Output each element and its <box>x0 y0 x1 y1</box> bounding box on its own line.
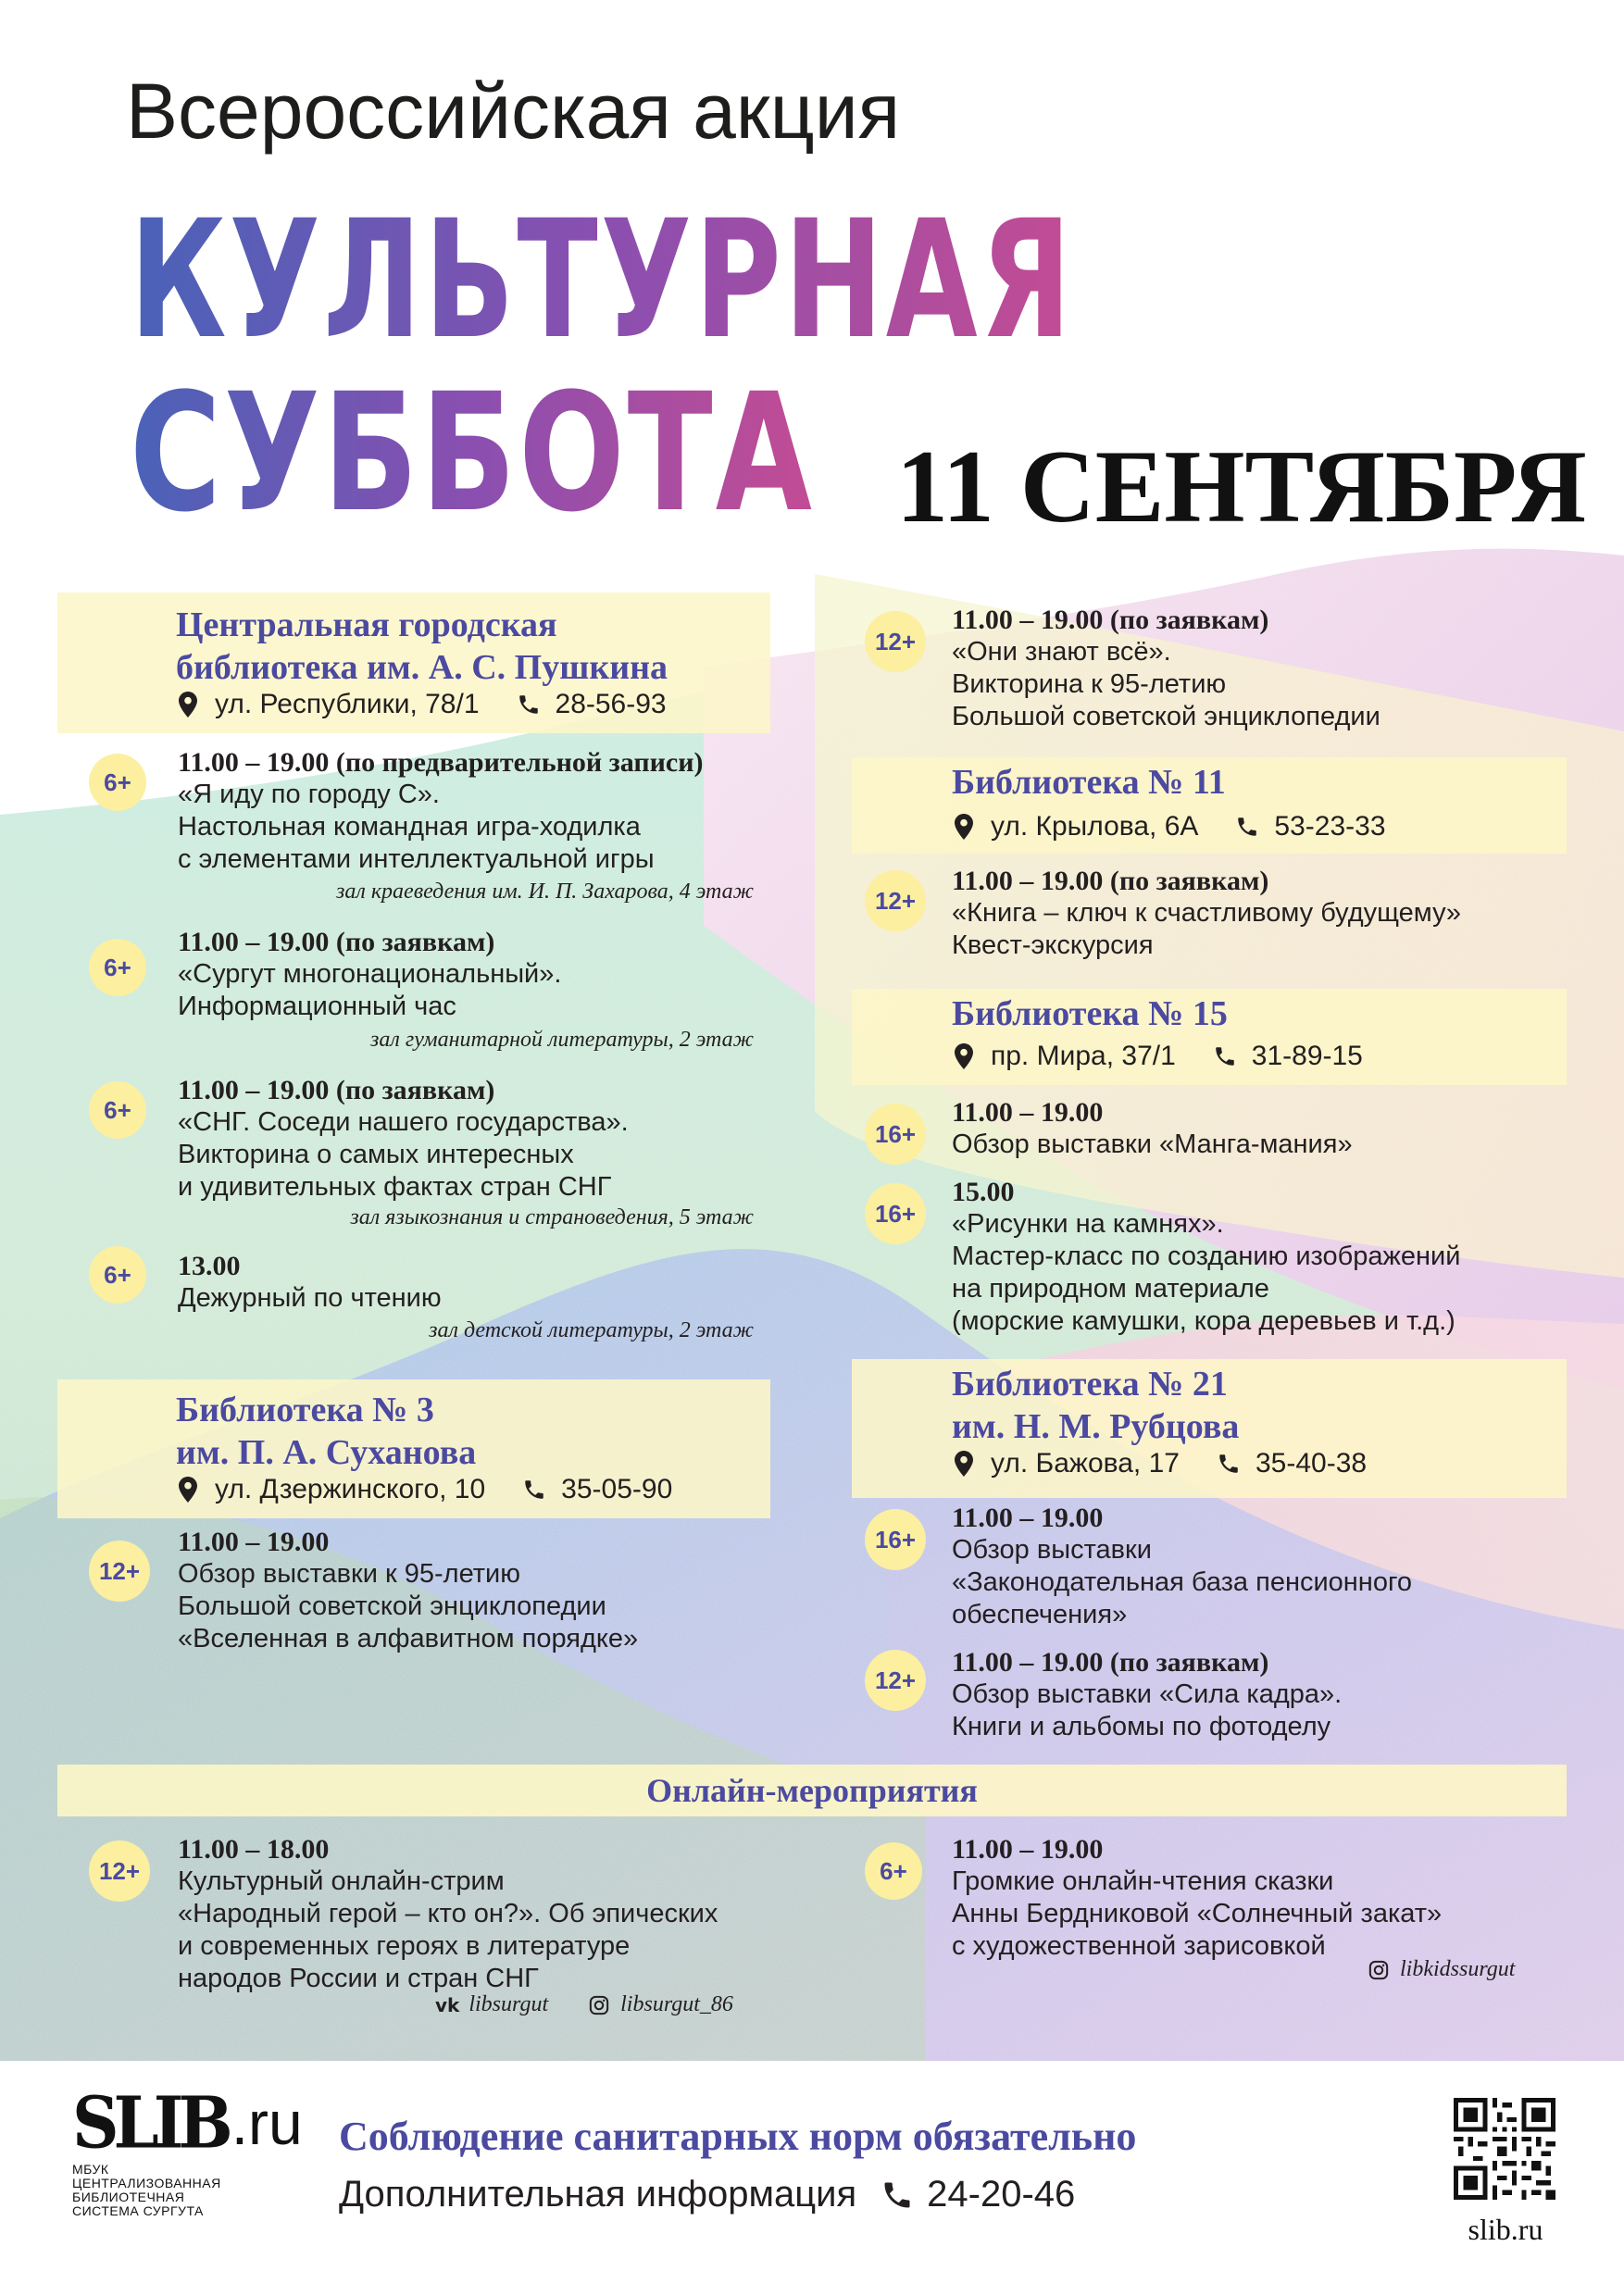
event-time: 11.00 – 19.00 (по заявкам) <box>178 1075 495 1105</box>
vk-icon: vk <box>435 1993 460 2016</box>
event-line: Информационный час <box>178 992 456 1021</box>
location-pin-icon <box>952 812 976 842</box>
info-phone[interactable]: 24-20-46 <box>927 2174 1076 2215</box>
event-line: Дежурный по чтению <box>178 1283 442 1313</box>
event-line: «Сургут многонациональный». <box>178 959 562 989</box>
location-pin-icon <box>176 690 200 719</box>
age-badge: 6+ <box>89 754 146 811</box>
event-time: 11.00 – 19.00 <box>952 1097 1104 1128</box>
event-line: и удивительных фактах стран СНГ <box>178 1172 612 1202</box>
age-badge: 12+ <box>89 1541 150 1602</box>
event-line: Викторина о самых интересных <box>178 1140 574 1169</box>
event-line: (морские камушки, кора деревьев и т.д.) <box>952 1306 1455 1336</box>
event-time: 11.00 – 19.00 (по заявкам) <box>952 866 1269 896</box>
library-name-line2: им. Н. М. Рубцова <box>952 1407 1240 1446</box>
event-line: и современных героях в литературе <box>178 1931 631 1961</box>
event-time: 15.00 <box>952 1177 1015 1207</box>
library-name-line1: Библиотека № 21 <box>952 1365 1228 1404</box>
event-line: Мастер-класс по созданию изображений <box>952 1242 1461 1271</box>
location-pin-icon <box>952 1449 976 1479</box>
event-venue: зал гуманитарной литературы, 2 этаж <box>370 1028 754 1052</box>
event-line: «Я иду по городу С». <box>178 780 440 809</box>
event-item <box>952 1096 1353 1161</box>
library-address: ул. Бажова, 17 <box>991 1448 1180 1479</box>
org-line: ЦЕНТРАЛИЗОВАННАЯ БИБЛИОТЕЧНАЯ <box>72 2176 221 2204</box>
instagram-icon <box>1368 1960 1389 1980</box>
instagram-handle[interactable]: libkidssurgut <box>1400 1957 1516 1981</box>
library-contacts-3 <box>176 1474 672 1505</box>
event-line: с художественной зарисовкой <box>952 1931 1326 1961</box>
event-line: Настольная командная игра-ходилка <box>178 812 641 842</box>
event-item <box>952 1502 1412 1631</box>
event-line: «Книга – ключ к счастливому будущему» <box>952 898 1462 928</box>
event-time: 11.00 – 19.00 (по заявкам) <box>178 927 495 957</box>
event-item <box>952 604 1380 733</box>
library-name-line1: Библиотека № 3 <box>176 1391 434 1429</box>
phone-icon <box>881 2178 914 2212</box>
age-badge: 12+ <box>865 1650 926 1711</box>
instagram-handle[interactable]: libsurgut_86 <box>620 1992 733 2016</box>
event-time: 11.00 – 19.00 <box>952 1834 1104 1865</box>
library-contacts-21 <box>952 1448 1367 1479</box>
info-label: Дополнительная информация <box>339 2174 857 2215</box>
age-badge: 6+ <box>865 1842 922 1900</box>
library-phone[interactable]: 35-40-38 <box>1255 1448 1368 1479</box>
library-name-line2: библиотека им. А. С. Пушкина <box>176 648 668 687</box>
event-line: Большой советской энциклопедии <box>952 702 1380 731</box>
event-time: 11.00 – 19.00 (по предварительной записи) <box>178 747 704 778</box>
instagram-icon <box>589 1995 609 2015</box>
event-line: «Вселенная в алфавитном порядке» <box>178 1624 639 1653</box>
age-badge: 12+ <box>89 1841 150 1902</box>
library-phone[interactable]: 35-05-90 <box>561 1474 673 1504</box>
library-contacts-15 <box>952 1041 1363 1072</box>
event-line: на природном материале <box>952 1274 1269 1304</box>
event-line: Анны Бердниковой «Солнечный закат» <box>952 1899 1443 1928</box>
event-line: «Законодательная база пенсионного <box>952 1567 1413 1597</box>
library-phone[interactable]: 53-23-33 <box>1274 811 1386 842</box>
event-line: Обзор выставки к 95-летию <box>178 1559 520 1589</box>
event-line: Культурный онлайн-стрим <box>178 1866 505 1896</box>
event-item <box>178 746 704 876</box>
slib-logo <box>72 2079 313 2218</box>
qr-code-icon <box>1454 2098 1555 2200</box>
event-time: 11.00 – 19.00 <box>952 1503 1104 1533</box>
library-name-pushkin <box>176 604 668 689</box>
event-venue: зал детской литературы, 2 этаж <box>429 1318 754 1342</box>
social-links-kids <box>1368 1957 1515 1982</box>
location-pin-icon <box>176 1475 200 1504</box>
vk-handle[interactable]: libsurgut <box>468 1992 549 2016</box>
library-name-line1: Центральная городская <box>176 605 557 644</box>
library-phone[interactable]: 31-89-15 <box>1251 1041 1363 1071</box>
event-item <box>952 1646 1342 1743</box>
event-line: Книги и альбомы по фотоделу <box>952 1712 1331 1741</box>
library-address: ул. Республики, 78/1 <box>215 689 480 719</box>
library-contacts-pushkin <box>176 689 667 720</box>
event-time: 11.00 – 19.00 <box>178 1527 330 1557</box>
event-time: 13.00 <box>178 1251 241 1281</box>
age-badge: 6+ <box>89 1081 146 1139</box>
library-name-15: Библиотека № 15 <box>952 994 1228 1033</box>
event-line: Викторина к 95-летию <box>952 669 1227 699</box>
event-item <box>178 926 561 1023</box>
info-line <box>339 2174 1075 2215</box>
age-badge: 12+ <box>865 870 926 931</box>
age-badge: 6+ <box>89 939 146 996</box>
event-line: Обзор выставки <box>952 1535 1152 1565</box>
event-line: «Рисунки на камнях». <box>952 1209 1224 1239</box>
library-name-line2: им. П. А. Суханова <box>176 1433 477 1472</box>
event-line: Квест-экскурсия <box>952 930 1154 960</box>
event-line: «СНГ. Соседи нашего государства». <box>178 1107 629 1137</box>
event-venue: зал краеведения им. И. П. Захарова, 4 этаж <box>336 880 754 904</box>
event-line: «Они знают всё». <box>952 637 1171 667</box>
event-line: народов России и стран СНГ <box>178 1964 539 1993</box>
event-line: «Народный герой – кто он?». Об эпических <box>178 1899 718 1928</box>
library-address: ул. Дзержинского, 10 <box>215 1474 486 1504</box>
event-item <box>178 1833 718 1995</box>
age-badge: 6+ <box>89 1246 146 1304</box>
library-address: пр. Мира, 37/1 <box>991 1041 1176 1071</box>
event-item <box>178 1526 638 1655</box>
phone-icon <box>522 1475 546 1504</box>
phone-icon <box>517 690 541 719</box>
event-item <box>952 865 1461 962</box>
age-badge: 12+ <box>865 611 926 672</box>
logo-suffix: .ru <box>231 2089 303 2157</box>
age-badge: 16+ <box>865 1509 926 1570</box>
phone-icon <box>1235 812 1259 842</box>
library-phone[interactable]: 28-56-93 <box>555 689 667 719</box>
event-item <box>178 1250 442 1315</box>
title-line2: СУББОТА <box>130 358 815 548</box>
age-badge: 16+ <box>865 1183 926 1244</box>
logo-mark: SLIB <box>72 2079 228 2165</box>
phone-icon <box>1217 1449 1241 1479</box>
campaign-subtitle: Всероссийская акция <box>126 68 901 155</box>
age-badge: 16+ <box>865 1104 926 1165</box>
library-name-11: Библиотека № 11 <box>952 763 1226 802</box>
website-link[interactable]: slib.ru <box>1468 2213 1543 2246</box>
org-line: МБУК <box>72 2162 109 2177</box>
sanitary-notice: Соблюдение санитарных норм обязательно <box>339 2114 1137 2159</box>
title-line1: КУЛЬТУРНАЯ <box>130 185 1074 375</box>
library-contacts-11 <box>952 811 1386 842</box>
event-line: обеспечения» <box>952 1600 1128 1629</box>
event-line: Обзор выставки «Манга-мания» <box>952 1129 1353 1159</box>
location-pin-icon <box>952 1042 976 1071</box>
event-item <box>952 1176 1460 1338</box>
event-item <box>952 1833 1442 1963</box>
library-name-21 <box>952 1363 1239 1448</box>
event-line: Большой советской энциклопедии <box>178 1591 606 1621</box>
event-date: 11 СЕНТЯБРЯ <box>896 430 1587 544</box>
online-section-title: Онлайн-мероприятия <box>57 1765 1567 1816</box>
event-venue: зал языкознания и страноведения, 5 этаж <box>350 1205 754 1229</box>
event-line: Громкие онлайн-чтения сказки <box>952 1866 1334 1896</box>
event-time: 11.00 – 19.00 (по заявкам) <box>952 1647 1269 1678</box>
event-line: Обзор выставки «Сила кадра». <box>952 1679 1343 1709</box>
event-item <box>178 1074 629 1204</box>
library-name-3 <box>176 1389 476 1474</box>
event-time: 11.00 – 19.00 (по заявкам) <box>952 605 1269 635</box>
event-line: с элементами интеллектуальной игры <box>178 844 655 874</box>
event-time: 11.00 – 18.00 <box>178 1834 330 1865</box>
phone-icon <box>1213 1042 1237 1071</box>
org-line: СИСТЕМА СУРГУТА <box>72 2203 204 2218</box>
social-links-adult <box>435 1992 733 2017</box>
library-address: ул. Крылова, 6А <box>991 811 1199 842</box>
